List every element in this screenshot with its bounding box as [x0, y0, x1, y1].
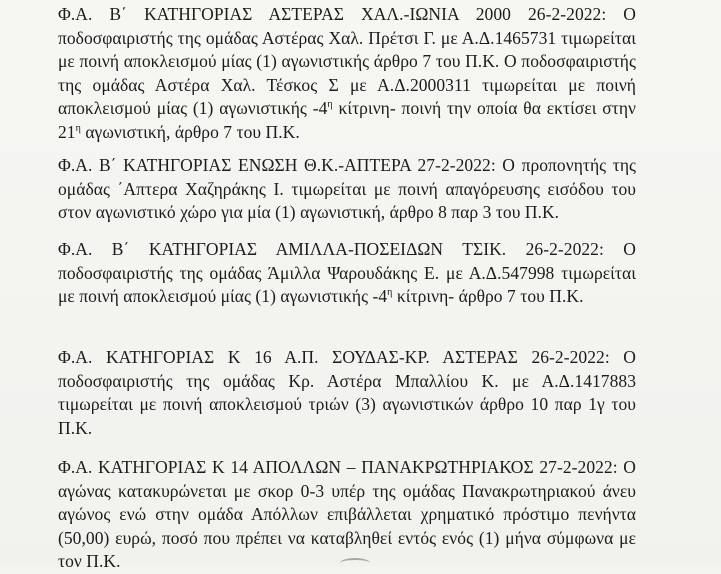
ruling-paragraph-soudas-kr-asteras: [58, 346, 636, 440]
ruling-text: Φ.Α. Β΄ ΚΑΤΗΓΟΡΙΑΣ ΕΝΩΣΗ Θ.Κ.-ΑΠΤΕΡΑ 27-2-2022: Ο προπονητής της ομάδας ΄Απτερα Χαζηράκης Ι. τιμωρείται με ποινή απαγόρευσης εισόδου του στον αγωνιστικό χώρο για μία (1) αγωνιστική, άρθρο 8 παρ 3 του Π.Κ.: [58, 155, 636, 222]
ruling-text: Φ.Α. Β΄ ΚΑΤΗΓΟΡΙΑΣ ΑΣΤΕΡΑΣ ΧΑΛ.-ΙΩΝΙΑ 2000 26-2-2022: Ο ποδοσφαιριστής της ομάδας Αστέρας Χαλ. Πρέτσι Γ. με Α.Δ.1465731 τιμωρείται με ποινή αποκλεισμού μίας (1) αγωνιστικής άρθρο 7 του Π.Κ. Ο ποδοσφαιριστής της ομάδας Αστέρα Χαλ. Τέσκος Σ με Α.Δ.2000311 τιμωρείται με ποινή αποκλεισμού μίας (1) αγωνιστικής -4: [58, 4, 636, 118]
ordinal-superscript: η: [75, 122, 81, 134]
ruling-paragraph-apollon-panakrotiriakos: [58, 456, 636, 574]
ruling-text: Φ.Α. ΚΑΤΗΓΟΡΙΑΣ Κ 14 ΑΠΟΛΛΩΝ – ΠΑΝΑΚΡΩΤΗΡΙΑΚΟΣ 27-2-2022: Ο αγώνας κατακυρώνεται με σκορ 0-3 υπέρ της ομάδας Πανακρωτηριακού άνευ αγώνος ενώ στην ομάδα Απόλλων επιβάλλεται χρηματικό πρόστιμο πενήντα (50,00) ευρώ, ποσό που πρέπει να καταβληθεί εντός ενός (1) μήνα σύμφωνα με τον Π.Κ.: [58, 457, 636, 571]
ruling-text: κίτρινη- άρθρο 7 του Π.Κ.: [392, 286, 584, 306]
ruling-paragraph-amilla-poseidon: [58, 238, 636, 309]
ruling-text: κίτρινη- ποινή την οποία θα εκτίσει στην 21: [58, 98, 637, 142]
ruling-paragraph-asteras-chal-ionia: [58, 3, 636, 144]
ruling-text: αγωνιστική, άρθρο 7 του Π.Κ.: [80, 121, 300, 142]
ruling-text: Φ.Α. Β΄ ΚΑΤΗΓΟΡΙΑΣ ΑΜΙΛΛΑ-ΠΟΣΕΙΔΩΝ ΤΣΙΚ. 26-2-2022: Ο ποδοσφαιριστής της ομάδας Άμιλλα Ψαρουδάκης Ε. με Α.Δ.547998 τιμωρείται με ποινή αποκλεισμού μίας (1) αγωνιστικής -4: [58, 239, 636, 306]
ruling-text: Φ.Α. ΚΑΤΗΓΟΡΙΑΣ Κ 16 Α.Π. ΣΟΥΔΑΣ-ΚΡ. ΑΣΤΕΡΑΣ 26-2-2022: Ο ποδοσφαιριστής της ομάδας Κρ. Αστέρα Μπαλλίου Κ. με Α.Δ.1417883 τιμωρείται με ποινή αποκλεισμού τριών (3) αγωνιστικών άρθρο 10 παρ 1γ του Π.Κ.: [58, 347, 636, 438]
ordinal-superscript: η: [387, 287, 393, 299]
ordinal-superscript: η: [327, 99, 333, 111]
ruling-paragraph-enosi-aptera: [58, 154, 636, 225]
